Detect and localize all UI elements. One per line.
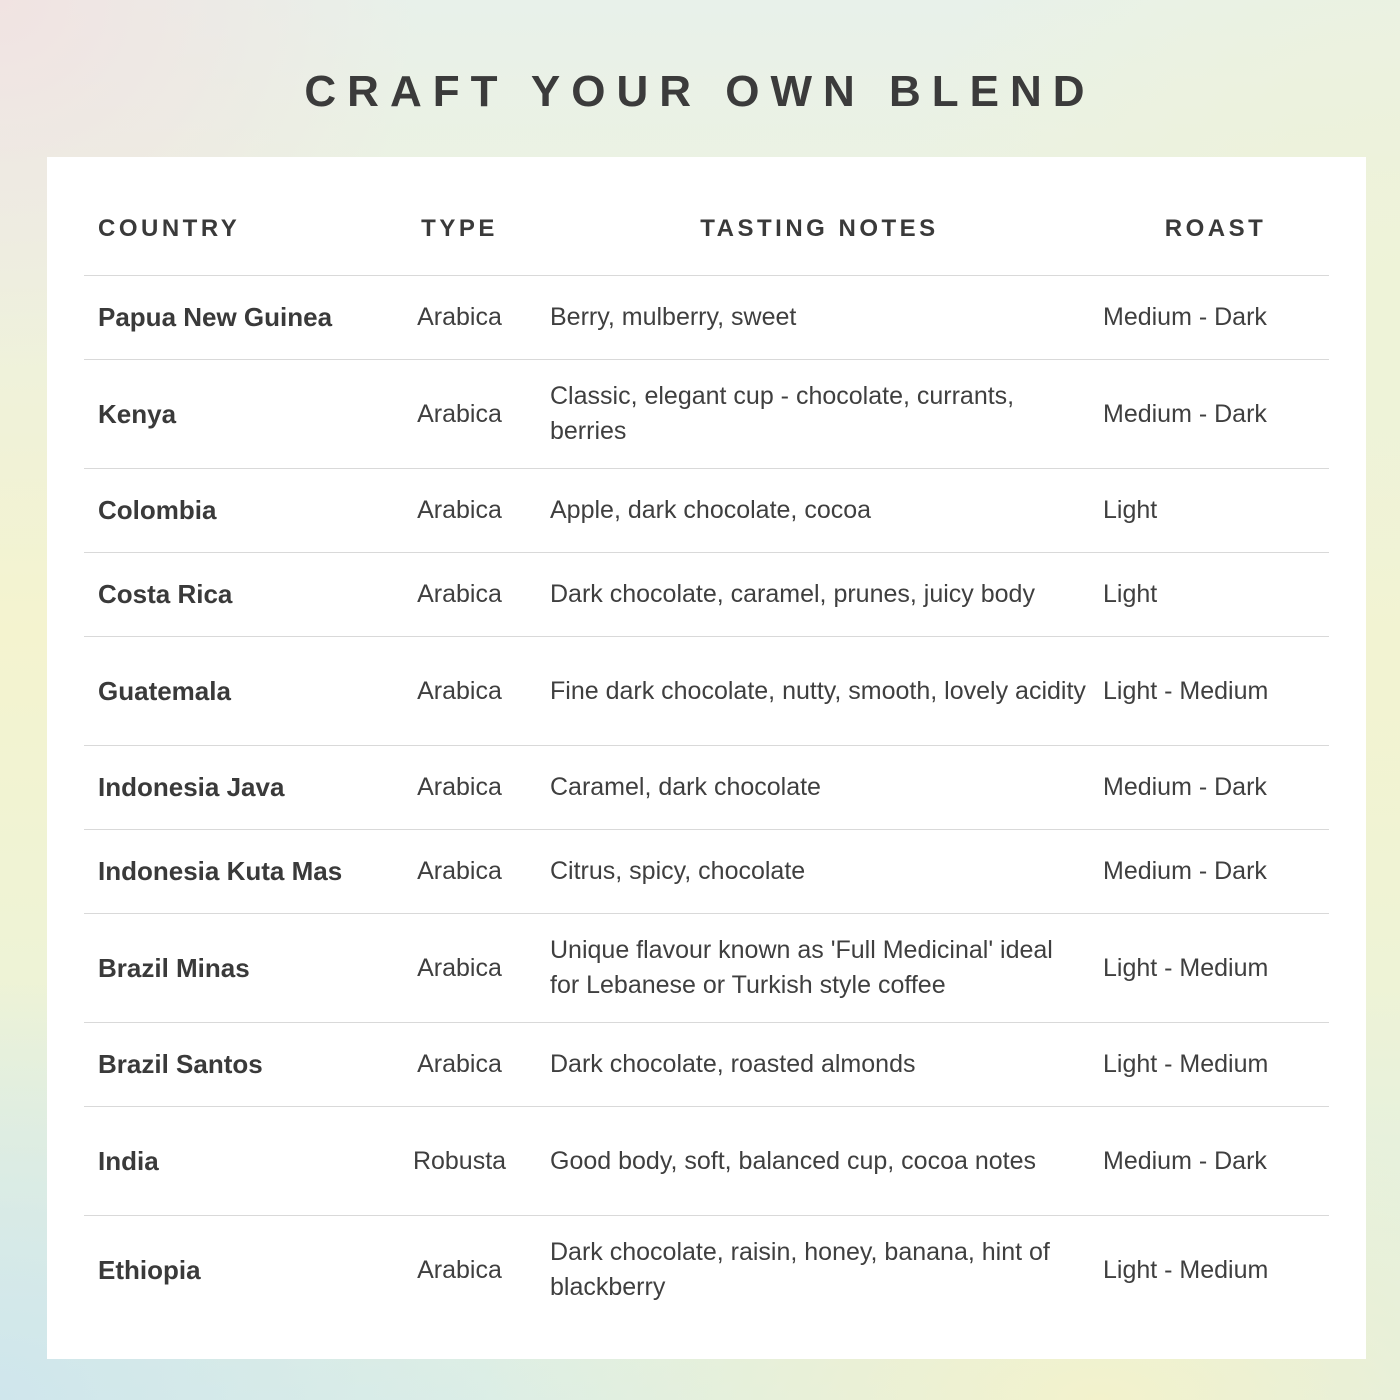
country-cell: Costa Rica — [84, 553, 382, 637]
roast-cell: Light - Medium — [1103, 1255, 1269, 1284]
tasting-notes-cell: Dark chocolate, roasted almonds — [537, 1023, 1102, 1107]
table-row — [84, 1023, 1329, 1107]
tasting-notes-cell: Citrus, spicy, chocolate — [537, 830, 1102, 914]
page-title: CRAFT YOUR OWN BLEND — [304, 67, 1096, 116]
country-cell: Kenya — [84, 360, 382, 469]
table-row — [84, 746, 1329, 830]
tasting-notes-cell: Apple, dark chocolate, cocoa — [537, 469, 1102, 553]
table-row — [84, 360, 1329, 469]
tasting-notes-cell: Berry, mulberry, sweet — [537, 276, 1102, 360]
table-row — [84, 830, 1329, 914]
tasting-notes-cell: Dark chocolate, raisin, honey, banana, hint of blackberry — [550, 1238, 1050, 1301]
table-row — [84, 553, 1329, 637]
blend-card — [47, 157, 1366, 1359]
roast-cell: Light — [1102, 469, 1329, 553]
table-row — [84, 1216, 1329, 1325]
header-tasting-notes: TASTING NOTES — [537, 183, 1102, 276]
country-cell: Guatemala — [84, 637, 382, 746]
roast-cell: Medium - Dark — [1102, 830, 1329, 914]
header-country: COUNTRY — [84, 183, 382, 276]
coffee-blend-table — [84, 183, 1329, 1324]
roast-cell: Medium - Dark — [1102, 276, 1329, 360]
header-roast: ROAST — [1102, 183, 1329, 276]
header-type: TYPE — [382, 183, 537, 276]
roast-cell: Light — [1102, 553, 1329, 637]
country-cell: Indonesia Kuta Mas — [84, 830, 382, 914]
type-cell: Arabica — [382, 914, 537, 1023]
table-row — [84, 914, 1329, 1023]
table-header-row — [84, 183, 1329, 276]
roast-cell: Medium - Dark — [1102, 746, 1329, 830]
country-cell: Brazil Minas — [84, 914, 382, 1023]
type-cell: Arabica — [382, 1023, 537, 1107]
type-cell: Arabica — [382, 746, 537, 830]
table-row — [84, 637, 1329, 746]
table-row — [84, 469, 1329, 553]
tasting-notes-cell: Classic, elegant cup - chocolate, currants, berries — [537, 360, 1102, 469]
country-cell: Papua New Guinea — [84, 276, 382, 360]
roast-cell: Light - Medium — [1102, 637, 1329, 746]
tasting-notes-cell: Fine dark chocolate, nutty, smooth, lovely acidity — [537, 637, 1102, 746]
type-cell: Arabica — [382, 637, 537, 746]
type-cell: Arabica — [382, 830, 537, 914]
type-cell: Arabica — [417, 1255, 502, 1284]
tasting-notes-cell: Good body, soft, balanced cup, cocoa notes — [537, 1107, 1102, 1216]
country-cell: Indonesia Java — [84, 746, 382, 830]
type-cell: Arabica — [382, 276, 537, 360]
table-row — [84, 276, 1329, 360]
tasting-notes-cell: Unique flavour known as 'Full Medicinal' ideal for Lebanese or Turkish style coffee — [537, 914, 1102, 1023]
roast-cell: Medium - Dark — [1102, 1107, 1329, 1216]
type-cell: Arabica — [382, 469, 537, 553]
type-cell: Arabica — [382, 553, 537, 637]
tasting-notes-cell: Caramel, dark chocolate — [537, 746, 1102, 830]
table-row — [84, 1107, 1329, 1216]
tasting-notes-cell: Dark chocolate, caramel, prunes, juicy body — [537, 553, 1102, 637]
country-cell: India — [84, 1107, 382, 1216]
roast-cell: Light - Medium — [1102, 914, 1329, 1023]
roast-cell: Light - Medium — [1102, 1023, 1329, 1107]
type-cell: Robusta — [382, 1107, 537, 1216]
roast-cell: Medium - Dark — [1102, 360, 1329, 469]
country-cell: Colombia — [84, 469, 382, 553]
country-cell: Brazil Santos — [84, 1023, 382, 1107]
country-cell: Ethiopia — [98, 1254, 201, 1285]
type-cell: Arabica — [382, 360, 537, 469]
